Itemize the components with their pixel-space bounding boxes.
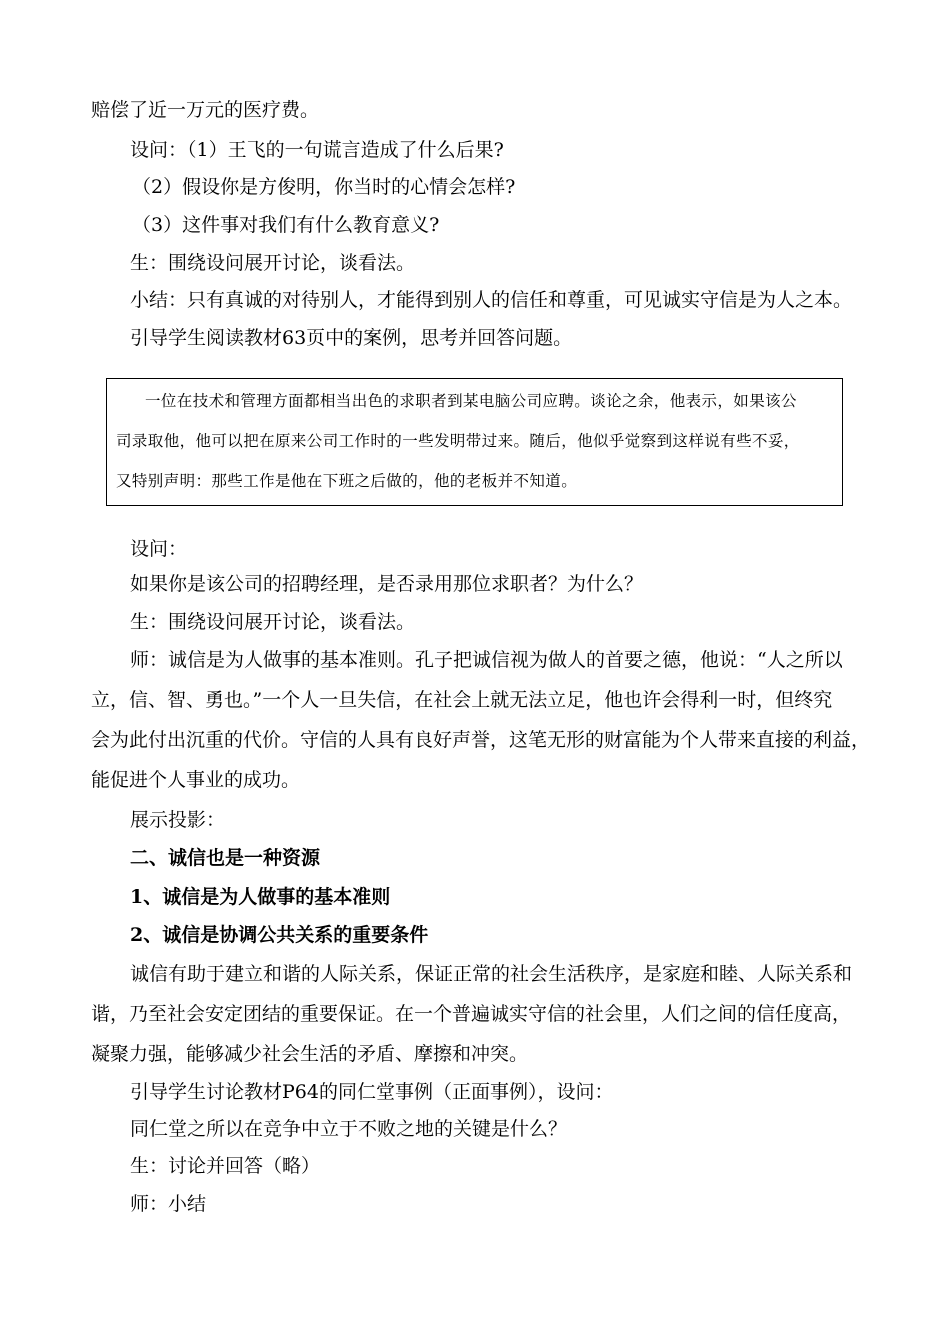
text-line: 引导学生讨论教材P64的同仁堂事例（正面事例），设问： [130,1081,614,1103]
section-heading: 2、诚信是协调公共关系的重要条件 [130,924,429,946]
text-line: （2）假设你是方俊明，你当时的心情会怎样? [132,176,516,198]
text-line: 设问：（1）王飞的一句谎言造成了什么后果? [130,139,504,161]
text-line: 谐，乃至社会安定团结的重要保证。在一个普遍诚实守信的社会里，人们之间的信任度高， [91,1003,852,1025]
text-line: 能促进个人事业的成功。 [91,769,301,791]
section-heading: 二、诚信也是一种资源 [130,847,321,869]
text-line: 生：讨论并回答（略） [130,1155,321,1177]
text-line: （3）这件事对我们有什么教育意义? [132,214,440,236]
quote-line: 司录取他，他可以把在原来公司工作时的一些发明带过来。随后，他似乎觉察到这样说有些不妥， [116,432,800,450]
text-line: 如果你是该公司的招聘经理，是否录用那位求职者？为什么？ [130,573,644,595]
case-quote-box [106,378,843,506]
text-line: 诚信有助于建立和谐的人际关系，保证正常的社会生活秩序，是家庭和睦、人际关系和 [130,963,853,985]
quote-line: 一位在技术和管理方面都相当出色的求职者到某电脑公司应聘。谈论之余，他表示，如果该公 [145,392,797,410]
text-line: 小结：只有真诚的对待别人，才能得到别人的信任和尊重，可见诚实守信是为人之本。 [130,289,853,311]
text-line: 引导学生阅读教材63页中的案例，思考并回答问题。 [130,327,573,349]
text-line: 生：围绕设问展开讨论，谈看法。 [130,611,416,633]
text-line: 立，信、智、勇也。”一个人一旦失信，在社会上就无法立足，他也许会得利一时，但终究 [91,689,833,711]
text-line: 展示投影： [130,809,226,831]
quote-line: 又特别声明：那些工作是他在下班之后做的，他的老板并不知道。 [116,472,578,490]
text-line: 师：诚信是为人做事的基本准则。孔子把诚信视为做人的首要之德，他说：“人之所以 [130,649,843,671]
text-line: 设问： [130,538,188,560]
text-line: 师：小结 [130,1193,207,1215]
text-line: 同仁堂之所以在竞争中立于不败之地的关键是什么？ [130,1118,568,1140]
text-line: 赔偿了近一万元的医疗费。 [91,99,320,121]
text-line: 生：围绕设问展开讨论，谈看法。 [130,252,416,274]
text-line: 凝聚力强，能够减少社会生活的矛盾、摩擦和冲突。 [91,1043,529,1065]
section-heading: 1、诚信是为人做事的基本准则 [130,886,391,908]
text-line: 会为此付出沉重的代价。守信的人具有良好声誉，这笔无形的财富能为个人带来直接的利益， [91,729,871,751]
